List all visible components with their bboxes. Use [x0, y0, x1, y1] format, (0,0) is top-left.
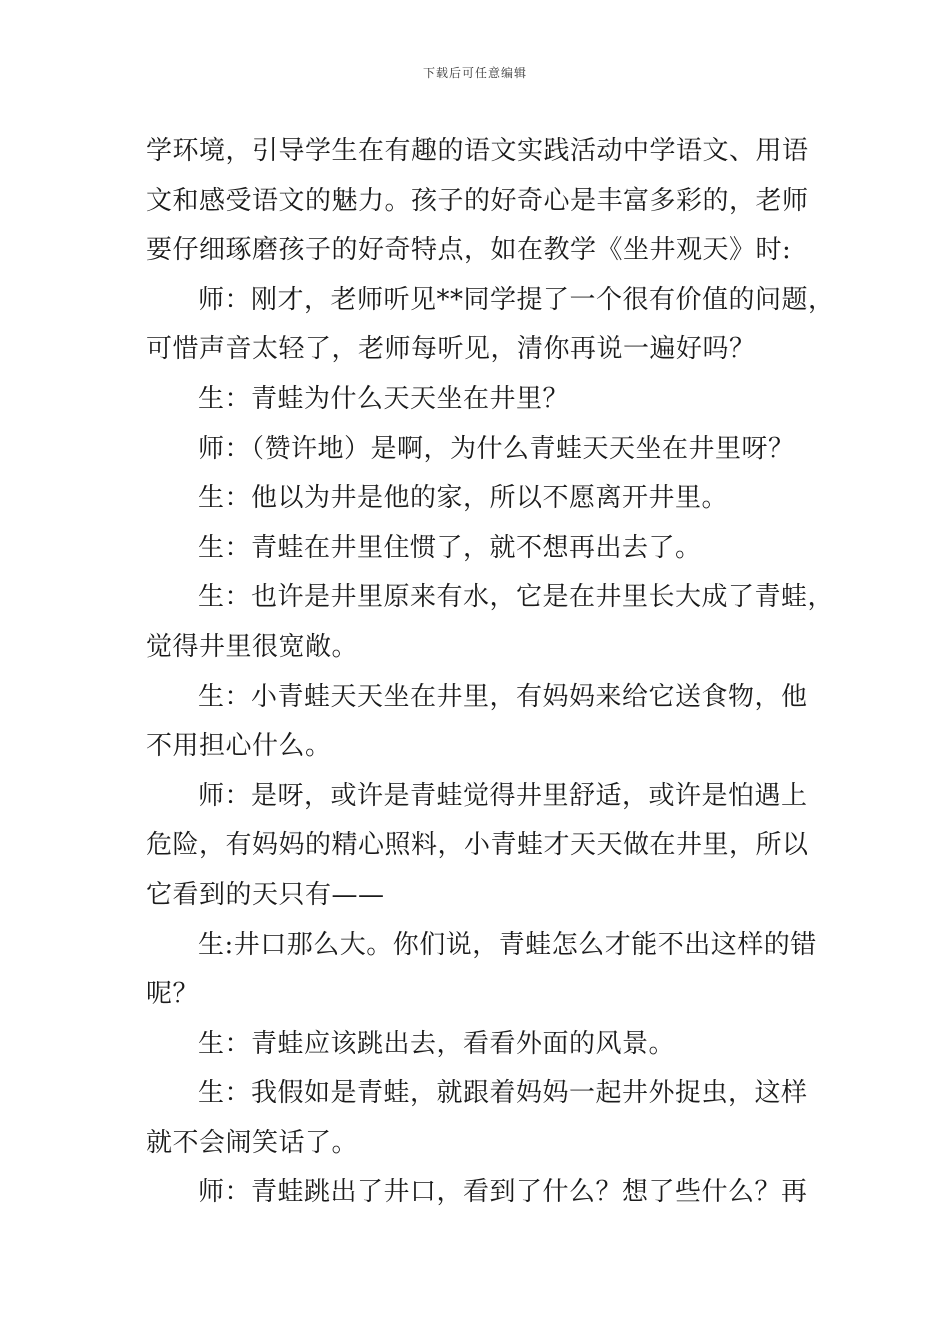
dialogue-line: 生：他以为井是他的家，所以不愿离开井里。 — [198, 483, 729, 514]
text-line: 要仔细琢磨孩子的好奇特点，如在教学《坐井观天》时: — [146, 235, 792, 266]
text-line: 觉得井里很宽敞。 — [146, 631, 359, 662]
dialogue-line: 师：是呀，或许是青蛙觉得井里舒适，或许是怕遇上 — [198, 780, 808, 811]
text-line: 不用担心什么。 — [146, 731, 332, 762]
dialogue-line: 生：小青蛙天天坐在井里，有妈妈来给它送食物，他 — [198, 681, 808, 712]
text-line: 呢？ — [146, 979, 200, 1010]
dialogue-line: 生:井口那么大。你们说，青蛙怎么才能不出这样的错 — [198, 929, 817, 960]
dialogue-line: 生：青蛙在井里住惯了，就不想再出去了。 — [198, 532, 702, 563]
text-line: 它看到的天只有—— — [146, 879, 385, 910]
text-line: 可惜声音太轻了，老师每听见，清你再说一遍好吗？ — [146, 334, 756, 365]
dialogue-line: 生：也许是井里原来有水，它是在井里长大成了青蛙， — [198, 582, 835, 613]
dialogue-line: 师：刚才，老师听见**同学提了一个很有价值的问题， — [198, 284, 835, 315]
text-line: 就不会闹笑话了。 — [146, 1127, 359, 1158]
text-line: 文和感受语文的魅力。孩子的好奇心是丰富多彩的，老师 — [146, 185, 809, 216]
text-line: 学环境，引导学生在有趣的语文实践活动中学语文、用语 — [146, 136, 809, 166]
text-line: 危险，有妈妈的精心照料，小青蛙才天天做在井里，所以 — [146, 830, 809, 861]
dialogue-line: 师：青蛙跳出了井口，看到了什么？想了些什么？再 — [198, 1177, 808, 1208]
dialogue-line: 生：青蛙为什么天天坐在井里？ — [198, 383, 570, 414]
dialogue-line: 生：我假如是青蛙，就跟着妈妈一起井外捉虫，这样 — [198, 1078, 808, 1109]
page-header: 下载后可任意编辑 — [422, 66, 527, 80]
dialogue-line: 师：（赞许地）是啊，为什么青蛙天天坐在井里呀？ — [198, 433, 795, 464]
dialogue-line: 生：青蛙应该跳出去，看看外面的风景。 — [198, 1028, 676, 1059]
document-body — [146, 127, 835, 1218]
